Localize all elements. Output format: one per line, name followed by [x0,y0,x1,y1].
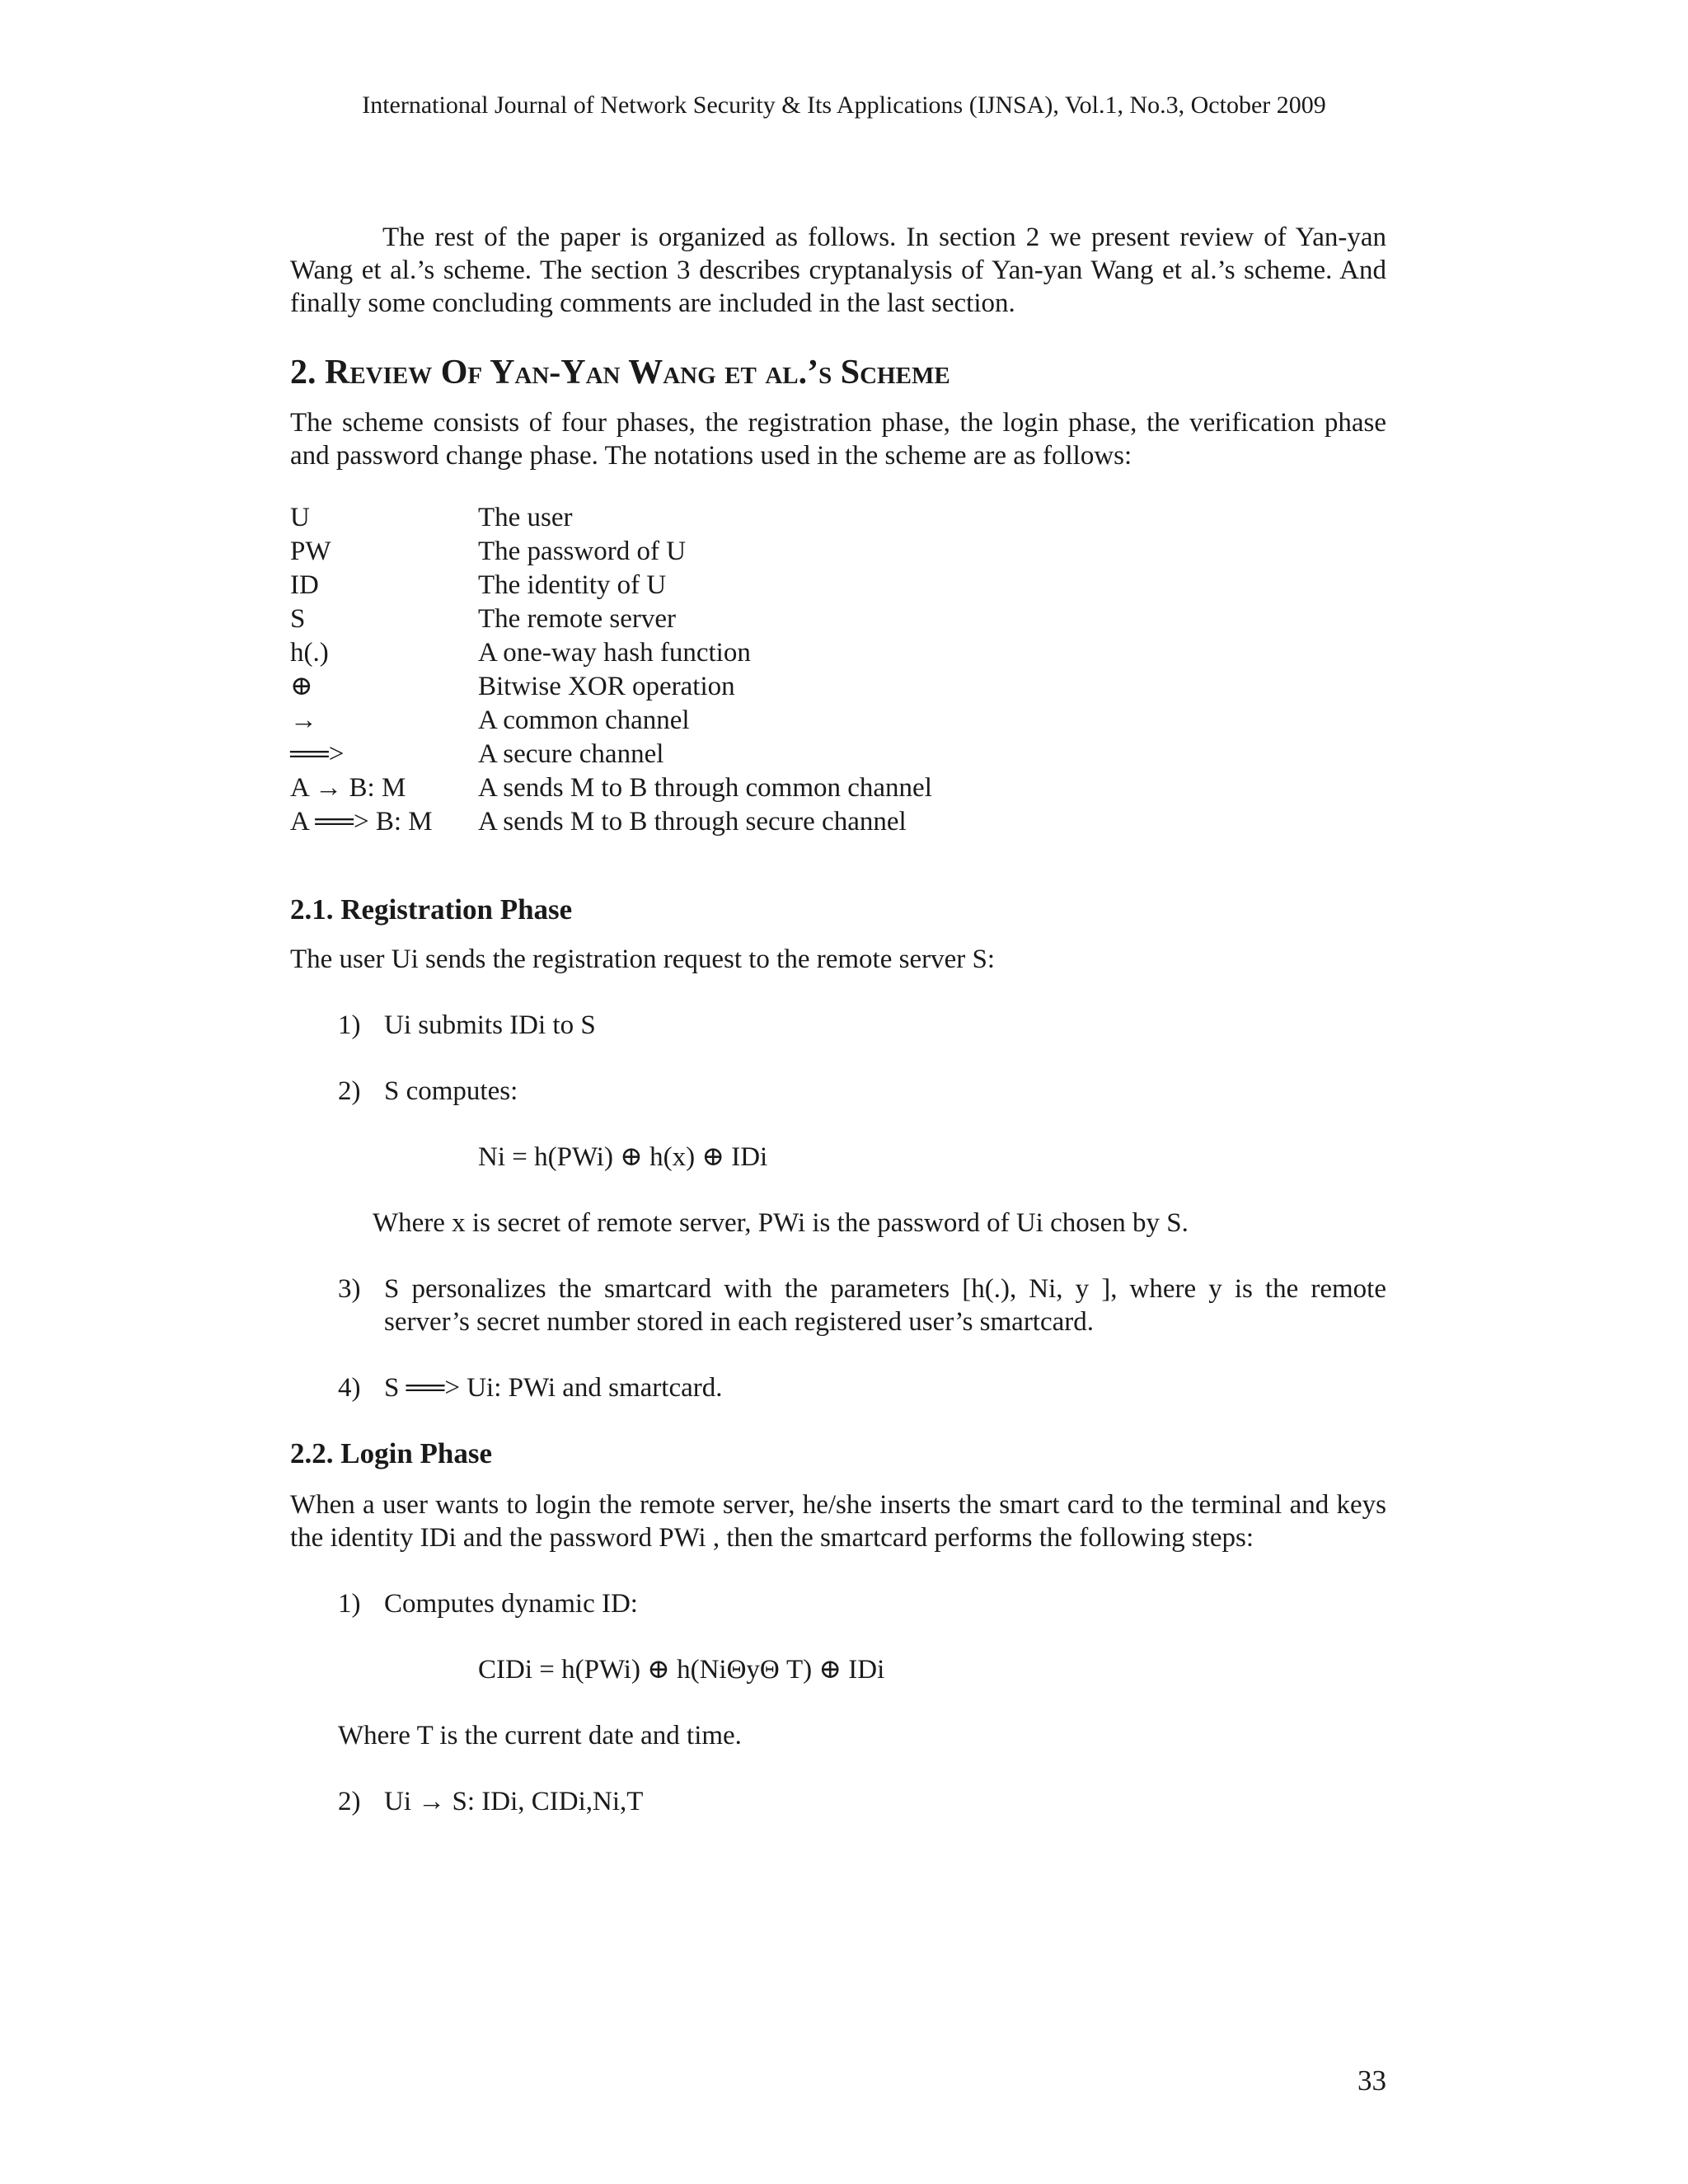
step-number: 1) [338,1010,361,1040]
notation-meaning: A sends M to B through common channel [478,773,932,803]
notation-meaning: A common channel [478,705,690,735]
step-number: 1) [338,1589,361,1619]
notation-row [290,602,1386,636]
login-intro-block [290,1488,1386,1554]
list-item [338,1371,1386,1404]
list-item [338,1075,1386,1108]
section-heading: 2. Review Of Yan-Yan Wang et al.’s Scheme [290,354,950,391]
notation-symbol: PW [290,537,331,566]
notation-row [290,771,1386,805]
step-text: Ui submits IDi to S [384,1010,596,1040]
notation-symbol: ══> [290,739,345,769]
notation-meaning: The user [478,503,573,532]
notation-symbol: ⊕ [290,672,313,701]
notation-symbol: h(.) [290,638,329,668]
notation-row [290,738,1386,771]
step-text: Ui → S: IDi, CIDi,Ni,T [384,1787,644,1816]
notation-row [290,704,1386,738]
step-text: S personalizes the smartcard with the parameters [h(.), Ni, y ], where y is the remote server’s secret number stored in each registered user’s smartcard. [384,1274,1386,1337]
registration-heading-block [290,893,1386,927]
login-heading-block [290,1436,1386,1471]
notation-symbol: U [290,503,310,532]
subsection-heading: 2.2. Login Phase [290,1437,493,1469]
step-number: 2) [338,1787,361,1816]
section-2-heading-block [290,353,1386,392]
section-paragraph: The scheme consists of four phases, the registration phase, the login phase, the verification phase and password change phase. The notations used in the scheme are as follows: [290,408,1386,471]
page-number: 33 [1357,2064,1386,2097]
step-text: S ══> Ui: PWi and smartcard. [384,1373,723,1403]
notation-symbol: S [290,604,306,634]
step-text: Computes dynamic ID: [384,1589,638,1619]
section-2-paragraph-block [290,406,1386,472]
list-item [338,1272,1386,1338]
registration-intro: The user Ui sends the registration request to the remote server S: [290,944,996,974]
intro-paragraph: The rest of the paper is organized as follows. In section 2 we present review of Yan-yan Wang et al.’s scheme. The section 3 describes cryptanalysis of Yan-yan Wang et al.’s scheme. And finally some concluding comments are included in the last section. [290,223,1386,318]
step-number: 2) [338,1076,361,1106]
notation-row [290,636,1386,670]
step-text: S computes: [384,1076,518,1106]
equation-note: Where x is secret of remote server, PWi is the password of Ui chosen by S. [373,1208,1189,1238]
notation-meaning: The remote server [478,604,677,634]
notation-symbol: A ══> B: M [290,807,433,837]
intro-block [290,221,1386,320]
notation-meaning: The identity of U [478,570,667,600]
notation-meaning: The password of U [478,537,687,566]
subsection-heading: 2.1. Registration Phase [290,893,573,926]
notation-row [290,535,1386,569]
notation-row [290,501,1386,535]
list-item [338,1785,1386,1818]
equation: CIDi = h(PWi) ⊕ h(NiΘyΘ T) ⊕ IDi [478,1655,885,1685]
notation-symbol: → [290,705,317,735]
step-number: 4) [338,1373,361,1403]
notation-row [290,670,1386,704]
registration-intro-block [290,943,1386,976]
notation-meaning: Bitwise XOR operation [478,672,735,701]
notation-row [290,805,1386,839]
login-intro: When a user wants to login the remote server, he/she inserts the smart card to the terminal and keys the identity IDi and the password PWi , then the smartcard performs the following steps: [290,1490,1386,1553]
running-header: International Journal of Network Security & Its Applications (IJNSA), Vol.1, No.3, October 2009 [362,91,1326,119]
notation-meaning: A secure channel [478,739,664,769]
notation-symbol: ID [290,570,319,600]
list-item [338,1009,1386,1042]
notation-row [290,569,1386,602]
notation-meaning: A sends M to B through secure channel [478,807,907,837]
notation-table [290,501,1386,839]
notation-meaning: A one-way hash function [478,638,751,668]
notation-symbol: A → B: M [290,773,406,803]
list-item [338,1587,1386,1620]
equation: Ni = h(PWi) ⊕ h(x) ⊕ IDi [478,1142,768,1172]
step-number: 3) [338,1274,361,1304]
equation-note: Where T is the current date and time. [338,1721,742,1750]
